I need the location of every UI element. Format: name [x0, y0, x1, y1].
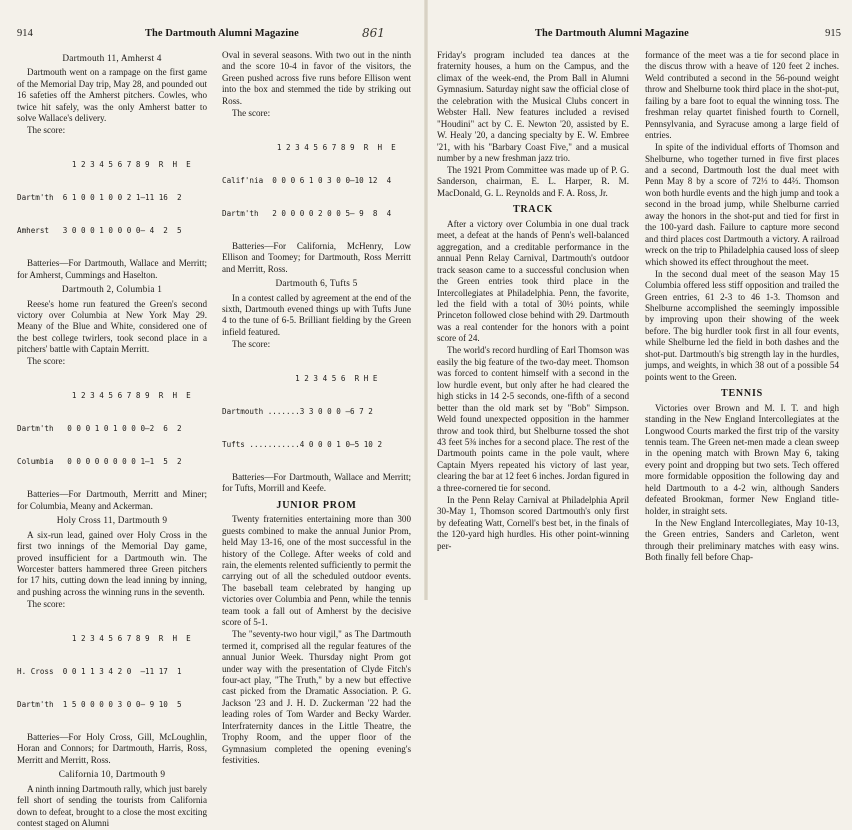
box-score-row: Amherst 3 0 0 0 1 0 0 0 0— 4 2 5	[17, 226, 182, 236]
box-score-row: Columbia 0 0 0 0 0 0 0 0 1—1 5 2	[17, 457, 182, 467]
box-score-header: 1 2 3 4 5 6 7 8 9 R H E	[222, 142, 396, 152]
box-score	[222, 351, 411, 472]
section-heading-tennis: TENNIS	[720, 388, 764, 400]
right-page	[428, 0, 852, 600]
right-page-column-1	[437, 50, 629, 552]
game-heading: Dartmouth 2, Columbia 1	[61, 285, 163, 296]
game-report-continued: Oval in several seasons. With two out in the ninth and the score 10-4 in favor of the visitors, the Green pushed across five runs before Ellison went into the box and stemmed the tide by striking out Ross.	[222, 50, 411, 106]
box-score-row: Dartm'th 1 5 0 0 0 0 3 0 0— 9 10 5	[17, 699, 182, 709]
running-head-title-right: The Dartmouth Alumni Magazine	[535, 28, 689, 39]
box-score-row: Calif'nia 0 0 0 6 1 0 3 0 0—10 12 4	[222, 175, 392, 185]
article-paragraph: In the second dual meet of the season May 15 Columbia offered less stiff opposition and trailed the Green entries, 61 2-3 to 46 1-3. Thomson and Shelburne accomplished the seemingly impossible by improving upon their showing of the week before. The big hurdler took first in all four events, while Shelburne led the field in both dashes and the shot-put. Dartmouth's big strength lay in the hurdles, jumps, and weights, in which 38 out of a possible 54 points went to the Green.	[645, 268, 839, 382]
box-score-row: Dartm'th 6 1 0 0 1 0 0 2 1—11 16 2	[17, 193, 182, 203]
batteries-note: Batteries—For Dartmouth, Wallace and Merritt; for Amherst, Cummings and Haselton.	[17, 258, 207, 280]
box-score-header: 1 2 3 4 5 6 7 8 9 R H E	[17, 160, 191, 170]
batteries-note: Batteries—For Holy Cross, Gill, McLoughlin, Horan and Connors; for Dartmouth, Harris, Ross, Merritt and Merritt, Ross.	[17, 731, 207, 765]
box-score-header: 1 2 3 4 5 6 R H E	[222, 373, 378, 383]
article-paragraph: Victories over Brown and M. I. T. and high standing in the New England Intercollegiates at the Longwood Courts marked the first trip of the varsity tennis team. The Green net-men made a clean sweep in the opening match with Brown May 6, taking every point and dropping but two sets. Tech offered more formidable opposition the following day and held Dartmouth to a 4-2 win, although Sanders defeated Brookman, former New England title-holder, in straight sets.	[645, 402, 839, 516]
box-score	[17, 137, 207, 258]
running-head-left	[17, 28, 409, 42]
box-score-row: Dartm'th 2 0 0 0 0 2 0 0 5— 9 8 4	[222, 208, 392, 218]
batteries-note: Batteries—For Dartmouth, Wallace and Merritt; for Tufts, Morrill and Keefe.	[222, 471, 411, 494]
running-head-title-left: The Dartmouth Alumni Magazine	[145, 28, 299, 39]
article-paragraph: The 1921 Prom Committee was made up of P. G. Sanderson, chairman, E. L. Harper, R. M. MacDonald, G. L. Reynolds and F. A. Ross, Jr.	[437, 165, 629, 198]
page-number-right: 915	[825, 28, 841, 39]
score-label: The score:	[232, 338, 271, 349]
article-paragraph: Friday's program included tea dances at the fraternity houses, a hum on the Campus, and the climax of the week-end, the Prom Ball in Alumni Gymnasium. Saturday night saw the official close of the celebration with the Musical Clubs concert in Webster Hall. New features included a revised "Houdini" act by C. E. Newton '20, assisted by E. W. Healy '20, a dancing specialty by E. W. Embree '21, with his "Barbary Coast Five," and a musical number by a new freshman jazz trio.	[437, 50, 629, 164]
box-score-row: H. Cross 0 0 1 1 3 4 2 0 —11 17 1	[17, 666, 182, 676]
left-page-column-2	[222, 50, 411, 767]
game-heading: Dartmouth 6, Tufts 5	[275, 279, 358, 290]
article-paragraph: The world's record hurdling of Earl Thomson was easily the big feature of the two-day meet. Thomson was forced to content himself with a second in the low hurdle event, but only after he had cleared the high sticks in 14 2-5 seconds, one-fifth of a second better than the old mark set by "Bob" Simpson. Weld found unexpected opposition in the hammer throw and took third, but Shelburne tossed the shot 43 feet 5⅜ inches for a second place. The rest of the Dartmouth points came in the pole vault, where Captain Myers repeated his victory of last year, clearing the bar at 12 feet 6 inches. Jordan figured in a three-cornered tie for second.	[437, 345, 629, 493]
batteries-note: Batteries—For California, McHenry, Low Ellison and Toomey; for Dartmouth, Ross Merritt and Merritt, Ross.	[222, 240, 411, 274]
left-page	[0, 0, 424, 828]
game-report: Dartmouth went on a rampage on the first game of the Memorial Day trip, May 28, and pounded out 16 safeties off the Amherst pitchers. Cowles, who twice hit safely, was the only Amherst batter to solve Wallace's delivery.	[17, 67, 207, 124]
box-score	[222, 120, 411, 241]
section-heading-junior-prom: JUNIOR PROM	[276, 499, 357, 511]
score-label: The score:	[27, 356, 66, 367]
left-page-column-1	[17, 50, 207, 830]
box-score	[17, 611, 207, 732]
box-score-header: 1 2 3 4 5 6 7 8 9 R H E	[17, 633, 191, 643]
article-paragraph: formance of the meet was a tie for second place in the discus throw with a heave of 120 feet 2 inches. Weld contributed a second in the 56-pound weight throw and Shelburne took third place in the shot-put, failing by a bare foot to equal the winning toss. The freshman relay quartet finished fourth to Cornell, Pennsylvania, and Syracuse among a large field of entries.	[645, 50, 839, 141]
box-score-row: Tufts ...........4 0 0 0 1 0—5 10 2	[222, 439, 383, 449]
article-paragraph: In the Penn Relay Carnival at Philadelphia April 30-May 1, Thomson scored Dartmouth's only first by defeating Watt, Cornell's best bet, in the finals of the 120-yard high hurdles. His other point-winning per-	[437, 494, 629, 551]
handwritten-page-note: 861	[362, 26, 385, 40]
running-head-right	[535, 28, 841, 42]
section-heading-track: TRACK	[512, 204, 554, 216]
box-score-row: Dartmouth .......3 3 0 0 0 —6 7 2	[222, 406, 373, 416]
score-label: The score:	[232, 107, 271, 118]
article-paragraph: In spite of the individual efforts of Thomson and Shelburne, who together turned in five first places and a second, Dartmouth lost the dual meet with Penn May 8 by a score of 72⅓ to 44⅔. Thomson won both hurdle events and the high jump and took a second in the broad jump, while Shelburne carried away the honors in the shot-put and tied for first in the 100-yard dash. Failure to capture more second and third places cost Dartmouth a victory. A railroad wreck on the trip to Philadelphia caused loss of sleep which showed its effect throughout the meet.	[645, 142, 839, 267]
batteries-note: Batteries—For Dartmouth, Merritt and Miner; for Columbia, Meany and Ackerman.	[17, 489, 207, 511]
article-paragraph: After a victory over Columbia in one dual track meet, a defeat at the hands of Penn's well-balanced aggregation, and a creditable performance in the annual Penn Relay Carnival, Dartmouth's outdoor track season came to a successful conclusion when the Green entries took third place in the Intercollegiates at Philadelphia. Penn, the favorite, led the field with a total of 30½ points, while Princeton followed close behind with 29. Dartmouth was a real contender for the honors with a point score of 24.	[437, 218, 629, 344]
right-page-column-2	[645, 50, 839, 564]
game-report: In a contest called by agreement at the end of the sixth, Dartmouth evened things up with Tufts June 4 to the tune of 6-5. Brilliant fielding by the Green infield featured.	[222, 292, 411, 337]
article-paragraph: The "seventy-two hour vigil," as The Dartmouth termed it, comprised all the regular features of the annual Junior Week. Thursday night Prom got under way with the presentation of Clyde Fitch's four-act play, "The Truth," by a new but effective cast picked from the Dramatic Association. P. G. Jackson '23 and J. H. D. Zuckerman '22 had the leading roles of Tom Warder and Becky Warder. Interfraternity dances in the Little Theatre, the Trophy Room, and the upper floor of the Gymnasium completed the opening evening's festivities.	[222, 629, 411, 766]
box-score-row: Dartm'th 0 0 0 1 0 1 0 0 0—2 6 2	[17, 424, 182, 434]
game-report: A six-run lead, gained over Holy Cross in the first two innings of the Memorial Day game, proved insufficient for a Dartmouth win. The Worcester batters hammered three Green pitchers for 17 hits, cutting down the lead inning by inning, and pushing across the winning runs in the seventh.	[17, 529, 207, 597]
game-report: A ninth inning Dartmouth rally, which just barely fell short of sending the tourists from California down to defeat, brought to a close the most exciting contest staged on Alumni	[17, 783, 207, 828]
game-heading: Dartmouth 11, Amherst 4	[62, 54, 162, 64]
game-report: Reese's home run featured the Green's second victory over Columbia at New York May 29. Meany of the Blue and White, considered one of the best college twirlers, took second place in a pitchers' battle with Captain Merritt.	[17, 298, 207, 355]
article-paragraph: In the New England Intercollegiates, May 10-13, the Green entries, Sanders and Carleton, went through their preliminary matches with easy wins. Both finally fell before Chap-	[645, 517, 839, 562]
game-heading: California 10, Dartmouth 9	[58, 770, 166, 781]
score-label: The score:	[27, 598, 66, 609]
page-number-left: 914	[17, 28, 33, 39]
box-score-header: 1 2 3 4 5 6 7 8 9 R H E	[17, 391, 191, 401]
score-label: The score:	[27, 125, 66, 136]
game-heading: Holy Cross 11, Dartmouth 9	[56, 516, 168, 527]
box-score	[17, 368, 207, 489]
article-paragraph: Twenty fraternities entertaining more than 300 guests combined to make the annual Junior Prom, held May 13-16, one of the most successful in the history of the College. After weeks of cold and rain, the elements relented sufficiently to permit the carrying out of all the scheduled outdoor events. The baseball team celebrated by hanging up victories over Columbia and Penn, while the tennis team took a fall out of Amherst by the decisive score of 5-1.	[222, 514, 411, 628]
